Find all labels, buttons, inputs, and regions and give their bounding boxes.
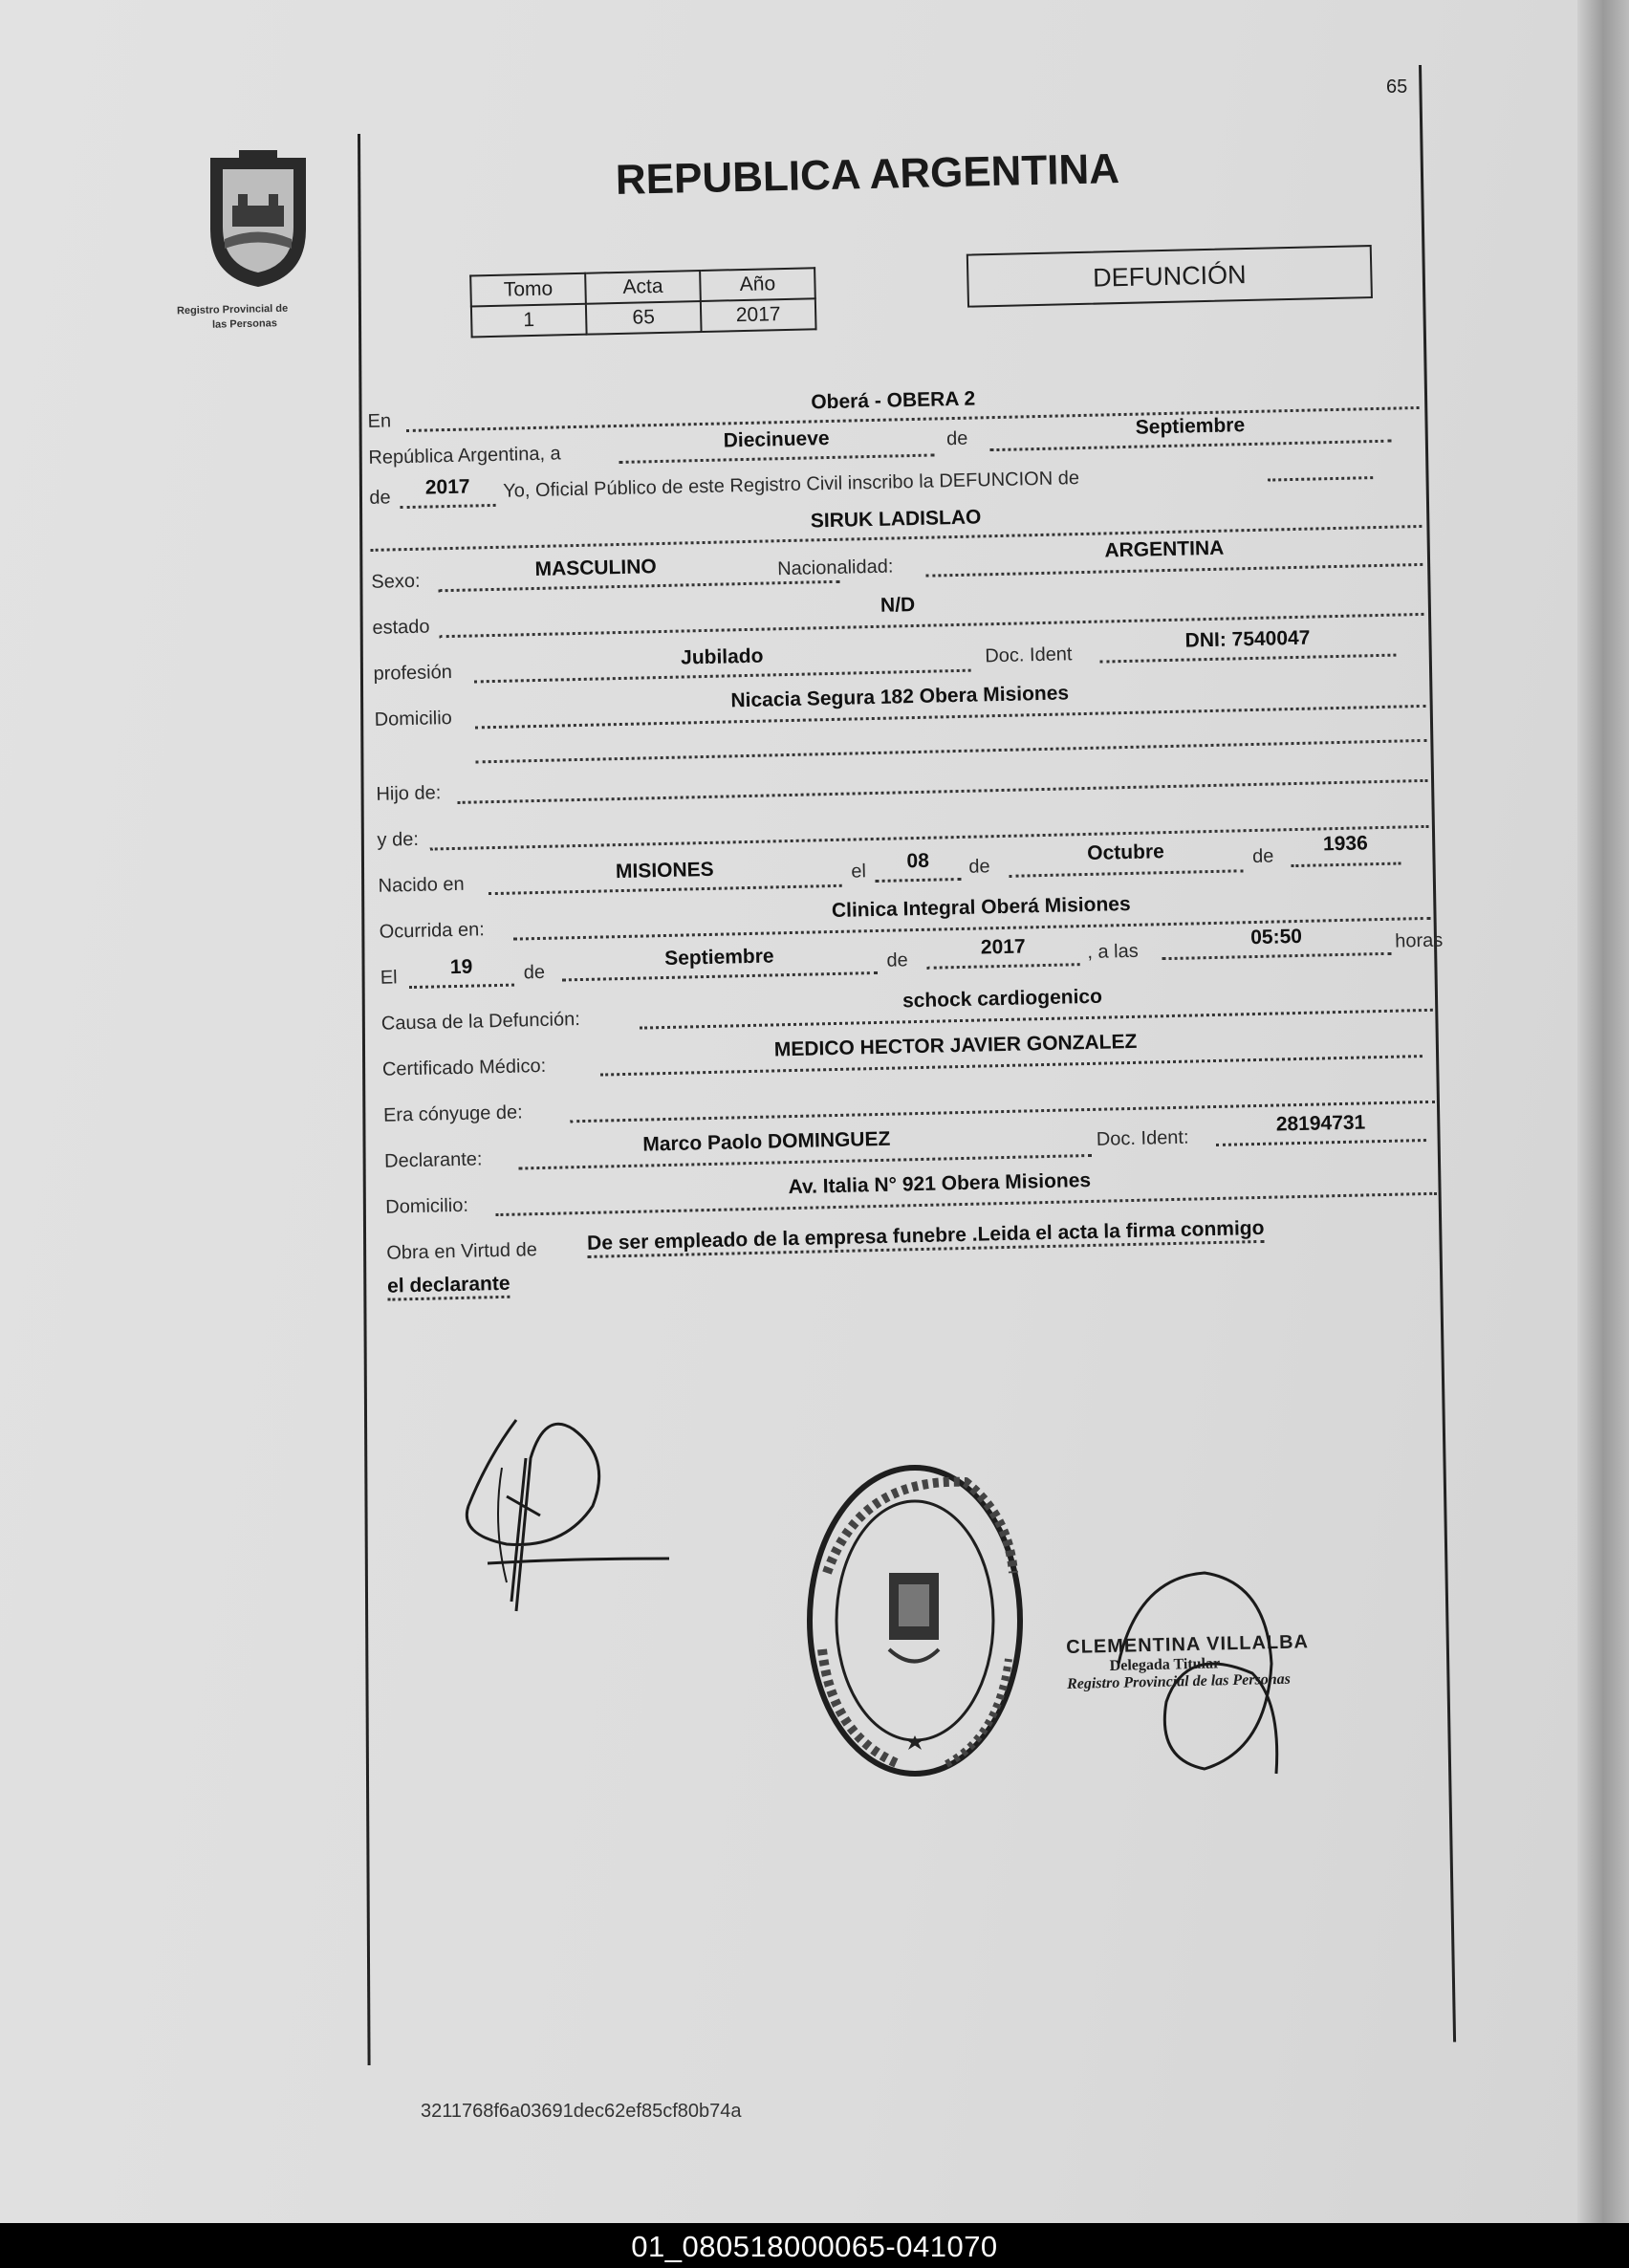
ocurrida-label: Ocurrida en: [379,919,486,943]
page-edge-shadow [1577,0,1629,2223]
de-label-2: de [968,856,990,878]
horas-label: horas [1394,929,1444,952]
declarante-domicilio: Av. Italia N° 921 Obera Misiones [788,1168,1092,1199]
death-month-line [562,971,878,981]
estado-label: estado [372,616,430,639]
causa-line [640,1009,1433,1030]
en-value: Oberá - OBERA 2 [811,387,976,414]
domicilio-label: Domicilio [374,708,453,731]
record-type-box: DEFUNCIÓN [967,245,1373,308]
registry-caption-line1: Registro Provincial de [176,302,289,317]
nacido-value: MISIONES [615,858,714,883]
table-header-acta: Acta [585,271,701,304]
death-year: 2017 [980,935,1026,959]
deceased-name: SIRUK LADISLAO [810,506,982,533]
death-day: 19 [449,955,473,979]
birth-day: 08 [906,849,930,873]
en-label: En [367,410,392,432]
conyuge-label: Era cónyuge de: [382,1101,523,1126]
page-number: 65 [1386,76,1408,98]
declarante-doc-line [1216,1139,1426,1146]
hijo-label: Hijo de: [376,782,442,805]
doc-label: Doc. Ident [985,643,1073,667]
table-header-tomo: Tomo [470,273,586,307]
profesion-value: Jubilado [680,644,764,669]
registry-caption-line2: las Personas [211,317,278,331]
official-signature [1099,1559,1291,1788]
document-hash: 3211768f6a03691dec62ef85cf80b74a [421,2101,742,2122]
birth-year: 1936 [1322,832,1368,856]
death-month: Septiembre [663,945,774,970]
page-title: REPUBLICA ARGENTINA [615,145,1120,204]
doc-line [1099,654,1396,664]
sexo-label: Sexo: [371,570,421,593]
year-value: 2017 [424,475,470,499]
month-value: Septiembre [1135,414,1246,439]
profesion-label: profesión [373,661,453,685]
nacionalidad-label: Nacionalidad: [776,556,894,580]
blank-line [476,739,1427,764]
birth-year-line [1291,862,1401,868]
ocurrida-value: Clinica Integral Oberá Misiones [831,892,1131,923]
domicilio-label-2: Domicilio: [385,1194,469,1218]
obra-value-line1: De ser empleado de la empresa funebre .Leida el acta la firma conmigo [587,1217,1265,1258]
alas-label: , a las [1087,940,1139,963]
table-header-ano: Año [700,268,815,301]
year-prefix-label: de [369,487,391,509]
official-name: CLEMENTINA VILLALBA [1066,1631,1310,1658]
de-label-4: de [523,961,546,984]
declarante-doc: 28194731 [1275,1111,1366,1136]
registry-logo [196,148,320,292]
nacido-line [489,884,842,895]
inscribo-text: Yo, Oficial Público de este Registro Civil inscribo la DEFUNCION de [503,468,1080,502]
round-seal-icon [803,1458,1028,1783]
table-cell-tomo: 1 [471,304,587,338]
death-year-line [927,963,1080,970]
republica-label: República Argentina, a [368,443,561,469]
signature-loop-icon [1099,1559,1291,1788]
death-day-line [409,984,514,989]
record-table [469,267,816,338]
birth-month-line [1010,869,1244,878]
footer-id: 01_080518000065-041070 [631,2230,998,2263]
doc-value: DNI: 7540047 [1184,626,1311,652]
obra-label: Obra en Virtud de [386,1239,538,1264]
official-registry: Registro Provincial de las Personas [1066,1670,1292,1692]
causa-value: schock cardiogenico [901,985,1103,1013]
obra-value-line2: el declarante [387,1273,510,1301]
sexo-value: MASCULINO [534,556,657,580]
death-time-line [1162,952,1392,960]
estado-value: N/D [880,593,916,617]
official-seal [803,1458,1028,1783]
causa-label: Causa de la Defunción: [380,1009,581,1035]
certificado-label: Certificado Médico: [381,1055,547,1080]
day-line [619,453,935,463]
declarante-domicilio-line [495,1192,1437,1216]
de-label-5: de [886,949,909,971]
official-title: Delegada Titular [1109,1655,1221,1674]
signature-scribble-icon [449,1401,679,1630]
hijo-line [458,779,1428,804]
nacionalidad-value: ARGENTINA [1104,536,1225,562]
table-cell-ano: 2017 [701,298,816,332]
year-line [401,504,496,509]
death-time: 05:50 [1249,925,1303,949]
birth-month: Octubre [1087,840,1165,864]
nacionalidad-line [925,563,1423,578]
coat-of-arms-icon [196,148,320,292]
el-label: el [851,861,867,883]
de-label-1: de [945,427,968,450]
yde-label: y de: [377,828,420,851]
inscribo-line [1268,476,1373,481]
certificado-value: MEDICO HECTOR JAVIER GONZALEZ [773,1030,1138,1061]
nacido-label: Nacido en [378,873,465,897]
de-label-3: de [1251,845,1274,868]
declarant-signature [449,1401,679,1630]
doc-label-2: Doc. Ident: [1096,1126,1189,1150]
declarante-label: Declarante: [383,1148,483,1172]
yde-line [430,825,1429,851]
birth-day-line [876,878,962,883]
el-label-2: El [380,967,398,989]
day-value: Diecinueve [723,426,830,452]
table-cell-acta: 65 [586,301,702,335]
declarante-value: Marco Paolo DOMINGUEZ [642,1127,891,1156]
domicilio-value: Nicacia Segura 182 Obera Misiones [730,682,1070,712]
